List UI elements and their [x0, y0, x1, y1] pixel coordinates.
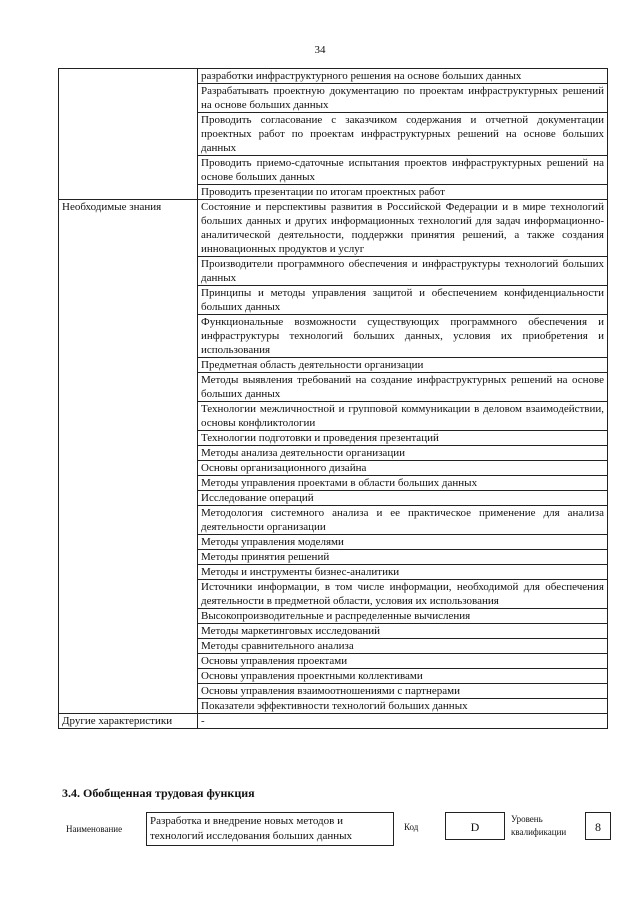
row-content-cell: Методы анализа деятельности организации: [198, 446, 608, 461]
row-label-cell: Необходимые знания: [59, 200, 198, 714]
row-content-cell: Предметная область деятельности организации: [198, 358, 608, 373]
page-number: 34: [314, 44, 326, 56]
row-content-cell: Проводить приемо-сдаточные испытания проектов инфраструктурных решений на основе больших данных: [198, 156, 608, 185]
qualification-level-box: 8: [585, 812, 611, 840]
row-content-cell: Методы сравнительного анализа: [198, 639, 608, 654]
row-content-cell: Технологии межличностной и групповой коммуникации в деловом взаимодействии, основы конфликтологии: [198, 402, 608, 431]
row-content-cell: Основы организационного дизайна: [198, 461, 608, 476]
row-content-cell: Проводить презентации по итогам проектных работ: [198, 185, 608, 200]
row-content-cell: Источники информации, в том числе информации, необходимой для обеспечения деятельности в предметной области, условия их использования: [198, 580, 608, 609]
qualification-level-label: Уровень квалификации: [511, 814, 567, 837]
row-label-cell: Другие характеристики: [59, 714, 198, 729]
table-body: [59, 69, 608, 729]
row-content-cell: Разрабатывать проектную документацию по проектам инфраструктурных решений на основе больших данных: [198, 84, 608, 113]
row-content-cell: Основы управления взаимоотношениями с партнерами: [198, 684, 608, 699]
name-value-box: Разработка и внедрение новых методов и технологий исследования больших данных: [146, 812, 394, 846]
row-content-cell: Высокопроизводительные и распределенные вычисления: [198, 609, 608, 624]
labor-action-row: [59, 69, 608, 84]
other-characteristics-row: [59, 714, 608, 729]
row-content-cell: Проводить согласование с заказчиком содержания и отчетной документации проектных работ по проектам инфраструктурных решений на основе больших данных: [198, 113, 608, 156]
row-content-cell: Принципы и методы управления защитой и обеспечением конфиденциальности больших данных: [198, 286, 608, 315]
knowledge-row: [59, 200, 608, 257]
code-label: Код: [404, 822, 419, 832]
row-content-cell: разработки инфраструктурного решения на основе больших данных: [198, 69, 608, 84]
row-content-cell: -: [198, 714, 608, 729]
row-content-cell: Методы и инструменты бизнес-аналитики: [198, 565, 608, 580]
row-content-cell: Функциональные возможности существующих программного обеспечения и инфраструктуры технологий больших данных, условия их приобретения и использования: [198, 315, 608, 358]
row-content-cell: Методы управления моделями: [198, 535, 608, 550]
row-content-cell: Методы маркетинговых исследований: [198, 624, 608, 639]
row-content-cell: Производители программного обеспечения и инфраструктуры технологий больших данных: [198, 257, 608, 286]
row-content-cell: Состояние и перспективы развития в Российской Федерации и в мире технологий больших данных и других информационных технологий для задач информационно-аналитической деятельности, поддержки принятия решений, а также создания инновационных продуктов и услуг: [198, 200, 608, 257]
name-label: Наименование: [66, 824, 123, 834]
section-heading: 3.4. Обобщенная трудовая функция: [62, 786, 255, 800]
row-content-cell: Методы принятия решений: [198, 550, 608, 565]
row-content-cell: Показатели эффективности технологий больших данных: [198, 699, 608, 714]
labor-function-table: [58, 68, 608, 729]
row-content-cell: Методология системного анализа и ее практическое применение для анализа деятельности организации: [198, 506, 608, 535]
row-label-cell: [59, 69, 198, 200]
row-content-cell: Методы управления проектами в области больших данных: [198, 476, 608, 491]
row-content-cell: Технологии подготовки и проведения презентаций: [198, 431, 608, 446]
row-content-cell: Методы выявления требований на создание инфраструктурных решений на основе больших данных: [198, 373, 608, 402]
code-value-box: D: [445, 812, 505, 840]
row-content-cell: Исследование операций: [198, 491, 608, 506]
row-content-cell: Основы управления проектами: [198, 654, 608, 669]
row-content-cell: Основы управления проектными коллективами: [198, 669, 608, 684]
